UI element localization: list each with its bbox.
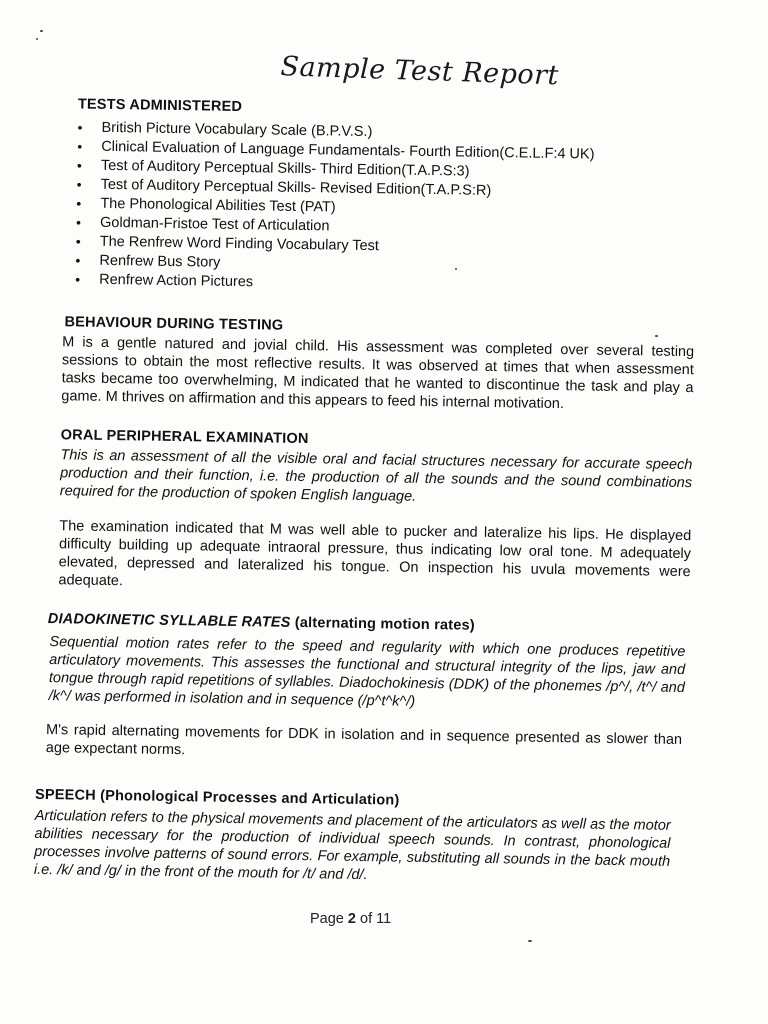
list-item: • Test of Auditory Perceptual Skills- Third Edition(T.A.P.S:3) [77,156,697,185]
tests-heading: TESTS ADMINISTERED [77,96,243,116]
oral-findings-paragraph: The examination indicated that M was well able to pucker and lateralize his lips. He displayed difficulty building up adequate intraoral pressure, thus indicating low oral tone. M adequately elevated, depressed and lateralized his tongue. On inspection his uvula movements were adequate. [58,518,692,590]
ddk-intro-paragraph: Sequential motion rates refer to the speed and regularity with which one produces repetitive articulatory movements. This assesses the functional and structural integrity of the lips, jaw and tongue through rapid repetitions of syllables. Diadochokinesis (DDK) of the phonemes /p^/, /t^/ and /k^/ was performed in isolation and in sequence (/p^t^k^/) [48,634,686,710]
handwritten-title: Sample Test Report [280,51,560,92]
list-item: • The Phonological Abilities Test (PAT) [76,194,696,223]
behaviour-heading: BEHAVIOUR DURING TESTING [64,314,284,334]
page-footer [310,911,391,927]
total-pages: 11 [376,911,392,927]
list-item: • Renfrew Bus Story [75,251,695,280]
list-item: • Goldman-Fristoe Test of Articulation [76,213,696,242]
list-item: • Test of Auditory Perceptual Skills- Revised Edition(T.A.P.S:R) [77,175,697,204]
oral-heading: ORAL PERIPHERAL EXAMINATION [60,427,309,448]
tests-list [75,118,698,299]
current-page-number: 2 [347,911,356,927]
ddk-findings-paragraph: M's rapid alternating movements for DDK in isolation and in sequence presented as slower than age expectant norms. [45,722,683,759]
of-label: of [360,911,373,927]
list-item: • Renfrew Action Pictures [75,270,695,299]
speech-intro-paragraph: Articulation refers to the physical movements and placement of the articulators as well as the motor abilities necessary for the production of individual speech sounds. In contrast, phonological processes involve patterns of sound errors. For example, substituting all sounds in the back mouth i.e. /k/ and /g/ in the front of the mouth for /t/ and /d/. [33,807,671,884]
ddk-heading [48,611,475,634]
ddk-heading-main: DIADOKINETIC SYLLABLE RATES [47,611,291,631]
speech-heading [35,787,400,809]
oral-intro-paragraph: This is an assessment of all the visible oral and facial structures necessary for accurate speech production and their function, i.e. the production of all the sounds and the sound combinations required for the production of spoken English language. [59,447,693,505]
list-item: • Clinical Evaluation of Language Fundamentals- Fourth Edition(C.E.L.F:4 UK) [77,137,697,166]
speech-heading-suffix: (Phonological Processes and Articulation) [95,787,400,809]
ddk-heading-suffix: (alternating motion rates) [290,614,475,634]
list-item: • British Picture Vocabulary Scale (B.P.V.S.) [77,118,697,147]
behaviour-paragraph: M is a gentle natured and jovial child. His assessment was completed over several testing sessions to obtain the most reflective results. It was observed at times that when assessment tasks became too overwhelming, M indicated that he wanted to discontinue the task and play a game. M thrives on affirmation and this appears to feed his internal motivation. [61,334,695,413]
page-label: Page [310,911,344,927]
list-item: • The Renfrew Word Finding Vocabulary Test [76,232,696,261]
speech-heading-main: SPEECH [34,786,97,804]
